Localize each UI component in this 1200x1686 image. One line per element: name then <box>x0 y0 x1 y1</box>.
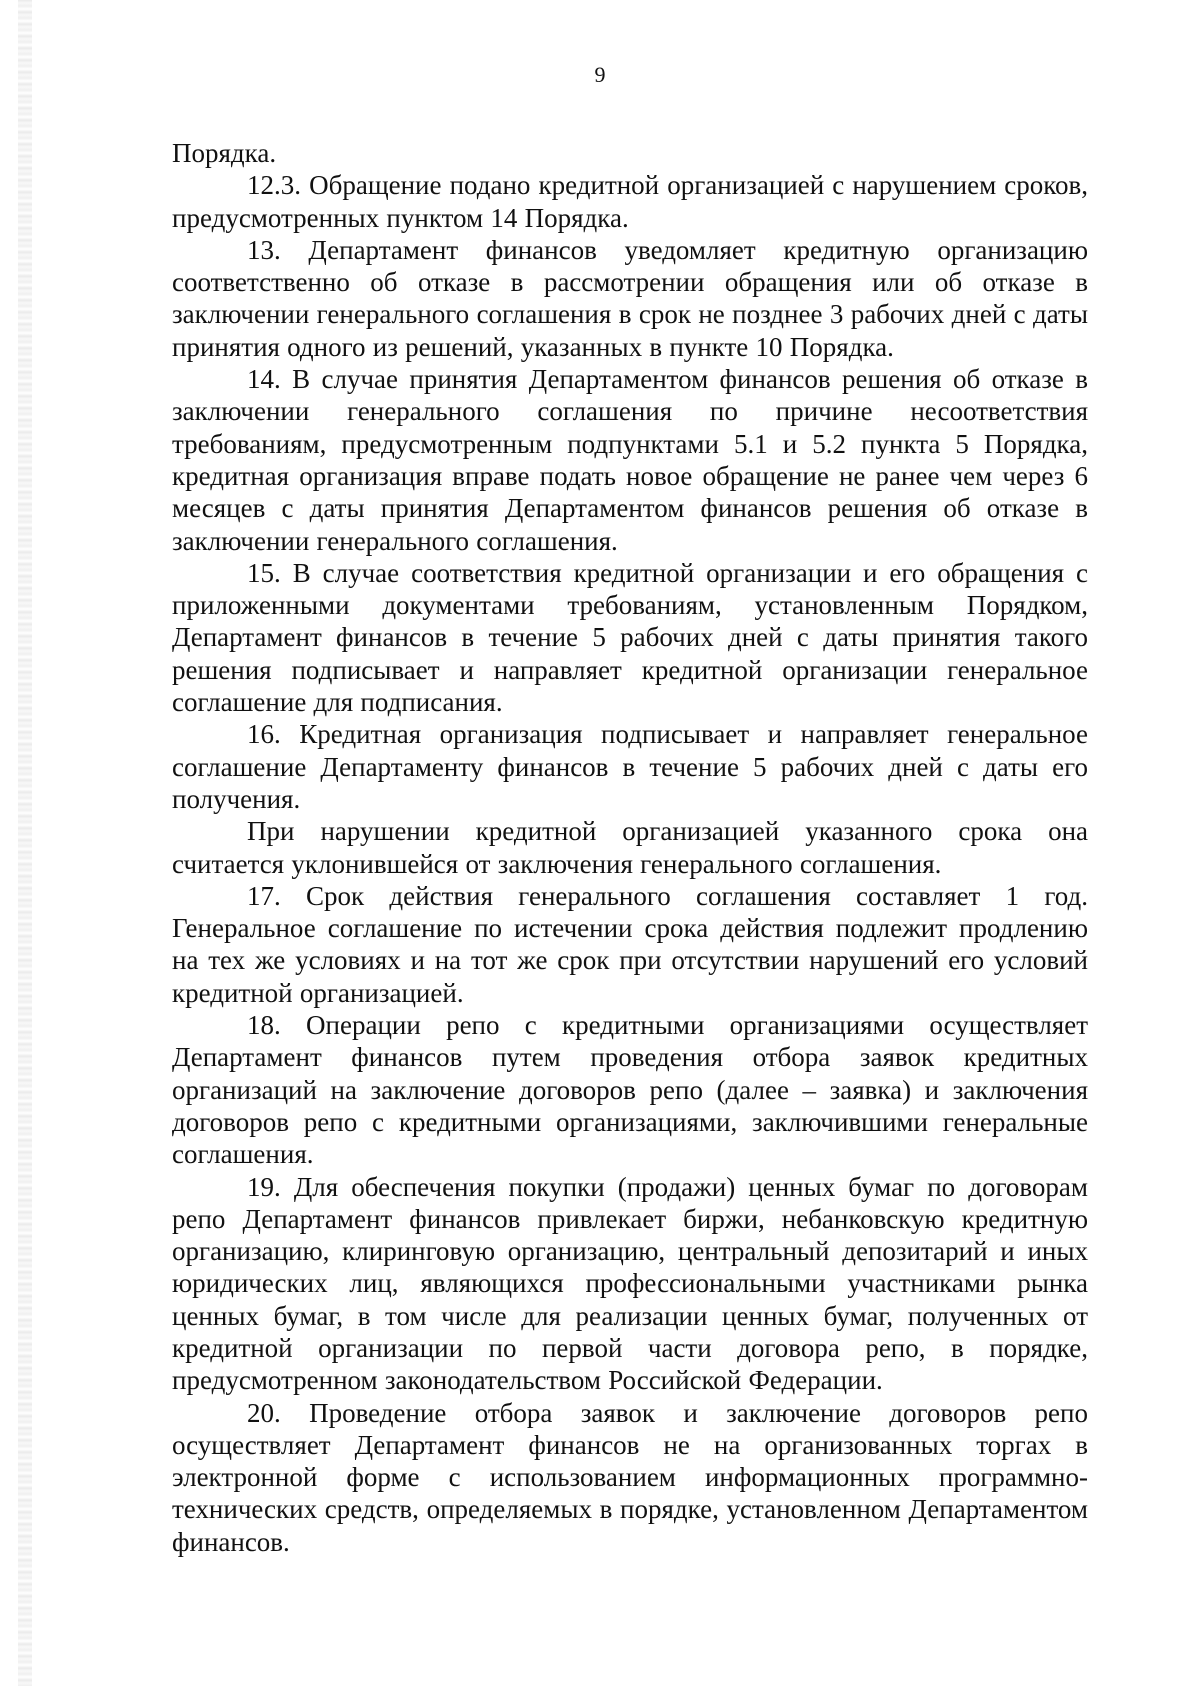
paragraph-15: 15. В случае соответствия кредитной организации и его обращения с приложенными документами требованиям, установленным Порядком, Департамент финансов в течение 5 рабочих дней с даты принятия такого решения подписывает и направляет кредитной организации генеральное соглашение для подписания. <box>172 557 1088 718</box>
page-number: 9 <box>594 62 606 87</box>
paragraph-continuation: Порядка. <box>172 138 277 168</box>
paragraph-13: 13. Департамент финансов уведомляет кредитную организацию соответственно об отказе в рассмотрении обращения или об отказе в заключении генерального соглашения в срок не позднее 3 рабочих дней с даты принятия одного из решений, указанных в пункте 10 Порядка. <box>172 234 1088 362</box>
document-body <box>172 137 1088 1558</box>
paragraph-17: 17. Срок действия генерального соглашения составляет 1 год. Генеральное соглашение по истечении срока действия подлежит продлению на тех же условиях и на тот же срок при отсутствии нарушений его условий кредитной организацией. <box>172 880 1088 1008</box>
paragraph-18: 18. Операции репо с кредитными организациями осуществляет Департамент финансов путем проведения отбора заявок кредитных организаций на заключение договоров репо (далее – заявка) и заключения договоров репо с кредитными организациями, заключившими генеральные соглашения. <box>172 1010 1088 1170</box>
paragraph-16-note: При нарушении кредитной организацией указанного срока она считается уклонившейся от заключения генерального соглашения. <box>172 816 1088 879</box>
paragraph-12-3: 12.3. Обращение подано кредитной организацией с нарушением сроков, предусмотренных пунктом 14 Порядка. <box>172 170 1088 233</box>
paragraph-20: 20. Проведение отбора заявок и заключение договоров репо осуществляет Департамент финансов не на организованных торгах в электронной форме с использованием информационных программно-технических средств, определяемых в порядке, установленном Департаментом финансов. <box>172 1397 1088 1557</box>
paragraph-19: 19. Для обеспечения покупки (продажи) ценных бумаг по договорам репо Департамент финансов привлекает биржи, небанковскую кредитную организацию, клиринговую организацию, центральный депозитарий и иных юридических лиц, являющихся профессиональными участниками рынка ценных бумаг, в том числе для реализации ценных бумаг, полученных от кредитной организации по первой части договора репо, в порядке, предусмотренном законодательством Российской Федерации. <box>172 1171 1088 1396</box>
paragraph-14: 14. В случае принятия Департаментом финансов решения об отказе в заключении генерального соглашения по причине несоответствия требованиям, предусмотренным подпунктами 5.1 и 5.2 пункта 5 Порядка, кредитная организация вправе подать новое обращение не ранее чем через 6 месяцев с даты принятия Департаментом финансов решения об отказе в заключении генерального соглашения. <box>172 364 1088 556</box>
paragraph-16: 16. Кредитная организация подписывает и направляет генеральное соглашение Департаменту финансов в течение 5 рабочих дней с даты его получения. <box>172 719 1088 814</box>
scan-edge-artifact <box>18 0 32 1686</box>
